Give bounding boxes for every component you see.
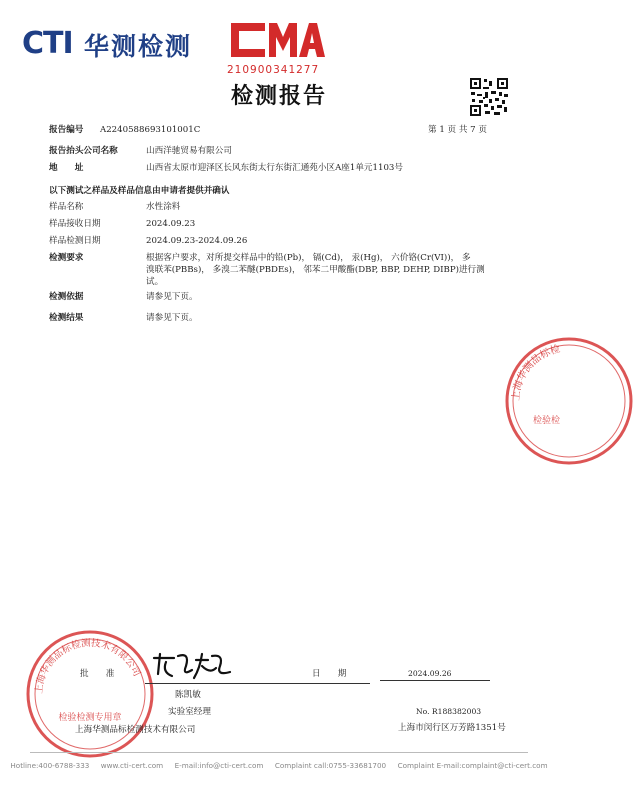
page-info: 第 1 页 共 7 页 <box>428 125 487 135</box>
requirement-line-1: 根据客户要求，对所提交样品中的铅(Pb)， 镉(Cd)， 汞(Hg)， 六价铬(Cr(VI))， 多 <box>146 253 471 263</box>
cti-logo-chinese: 华测检测 <box>84 32 193 61</box>
cma-number: 210900341277 <box>227 64 320 76</box>
signer-name: 陈凯敏 <box>175 690 201 700</box>
report-date: 2024.09.26 <box>408 669 452 678</box>
handwritten-signature-icon <box>150 650 235 682</box>
received-date: 2024.09.23 <box>146 219 196 229</box>
approve-label: 批 准 <box>80 669 115 679</box>
sample-name: 水性涂料 <box>146 202 181 212</box>
company-address: 上海市闵行区万芳路1351号 <box>398 723 506 733</box>
report-number: A2240588693101001C <box>100 125 201 135</box>
footer <box>0 761 558 770</box>
right-stamp-bottom: 检验检 <box>533 416 561 426</box>
test-date: 2024.09.23-2024.09.26 <box>146 236 248 246</box>
sample-notice: 以下测试之样品及样品信息由申请者提供并确认 <box>49 186 230 196</box>
sample-name-label: 样品名称 <box>49 202 84 212</box>
date-line <box>380 680 490 681</box>
requirement-line-3: 试。 <box>146 277 164 287</box>
footer-hotline: Hotline:400-6788-333 <box>10 761 90 770</box>
signer-position: 实验室经理 <box>168 707 211 717</box>
client-label: 报告抬头公司名称 <box>49 146 118 156</box>
footer-divider <box>30 752 528 753</box>
footer-complaint-email[interactable]: Complaint E-mail:complaint@cti-cert.com <box>397 761 548 770</box>
test-date-label: 样品检测日期 <box>49 236 101 246</box>
requirement-label: 检测要求 <box>49 253 84 263</box>
certificate-number: No. R188382003 <box>416 707 482 716</box>
basis-label: 检测依据 <box>49 292 84 302</box>
client-address: 山西省太原市迎泽区长风东街太行东街汇通苑小区A座1单元1103号 <box>146 163 403 173</box>
address-label: 地 址 <box>49 163 84 173</box>
requirement-line-2: 溴联苯(PBBs)， 多溴二苯醚(PBDEs)， 邻苯二甲酸酯(DBP, BBP, DEHP, DIBP)进行测 <box>146 265 485 275</box>
page-title: 检测报告 <box>230 84 327 109</box>
left-stamp-bottom: 检验检测专用章 <box>58 713 122 723</box>
right-stamp-text: 上海华测品标检 <box>510 343 562 402</box>
footer-complaint-call: Complaint call:0755-33681700 <box>274 761 387 770</box>
report-number-label: 报告编号 <box>49 125 84 135</box>
left-stamp-text: 上海华测品标检测技术有限公司 <box>33 637 143 695</box>
cti-logo: CTI <box>22 26 73 61</box>
result-value: 请参见下页。 <box>146 313 198 323</box>
official-stamp-left-icon <box>24 628 156 760</box>
footer-email[interactable]: E-mail:info@cti-cert.com <box>174 761 264 770</box>
footer-website[interactable]: www.cti-cert.com <box>100 761 164 770</box>
client-name: 山西洋驰贸易有限公司 <box>146 146 232 156</box>
cma-logo-icon <box>225 17 327 63</box>
received-date-label: 样品接收日期 <box>49 219 101 229</box>
qr-code-icon <box>469 77 509 117</box>
result-label: 检测结果 <box>49 313 84 323</box>
official-stamp-right-icon <box>503 335 635 467</box>
signature-line <box>145 683 370 684</box>
basis-value: 请参见下页。 <box>146 292 198 302</box>
date-label: 日 期 <box>312 669 347 679</box>
company-name: 上海华测品标检测技术有限公司 <box>75 725 196 735</box>
